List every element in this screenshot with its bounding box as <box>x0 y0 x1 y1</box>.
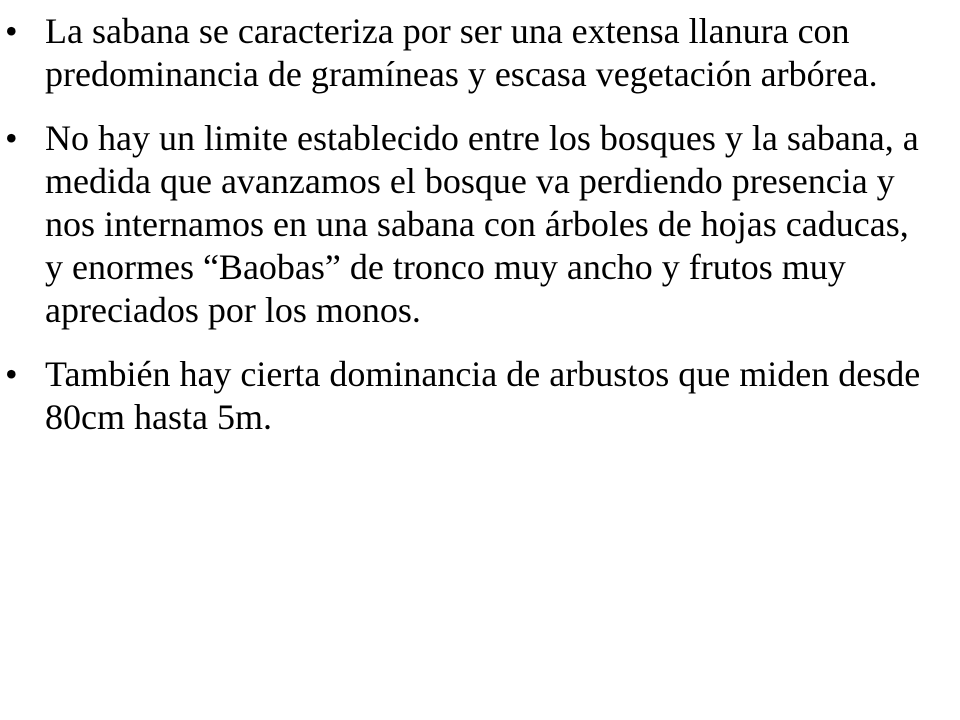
bullet-icon: • <box>5 11 18 51</box>
bullet-icon: • <box>5 354 18 394</box>
bullet-item-2 <box>0 117 930 332</box>
bullet-icon: • <box>5 118 18 158</box>
bullet-text: La sabana se caracteriza por ser una extensa llanura con predominancia de gramíneas y escasa vegetación arbórea. <box>45 11 878 94</box>
bullet-list <box>0 10 930 439</box>
bullet-item-1 <box>0 10 930 96</box>
bullet-item-3 <box>0 353 930 439</box>
bullet-text: No hay un limite establecido entre los bosques y la sabana, a medida que avanzamos el bosque va perdiendo presencia y nos internamos en una sabana con árboles de hojas caducas, y enormes “Baobas” de tronco muy ancho y frutos muy apreciados por los monos. <box>45 118 919 330</box>
bullet-text: También hay cierta dominancia de arbustos que miden desde 80cm hasta 5m. <box>45 354 921 437</box>
